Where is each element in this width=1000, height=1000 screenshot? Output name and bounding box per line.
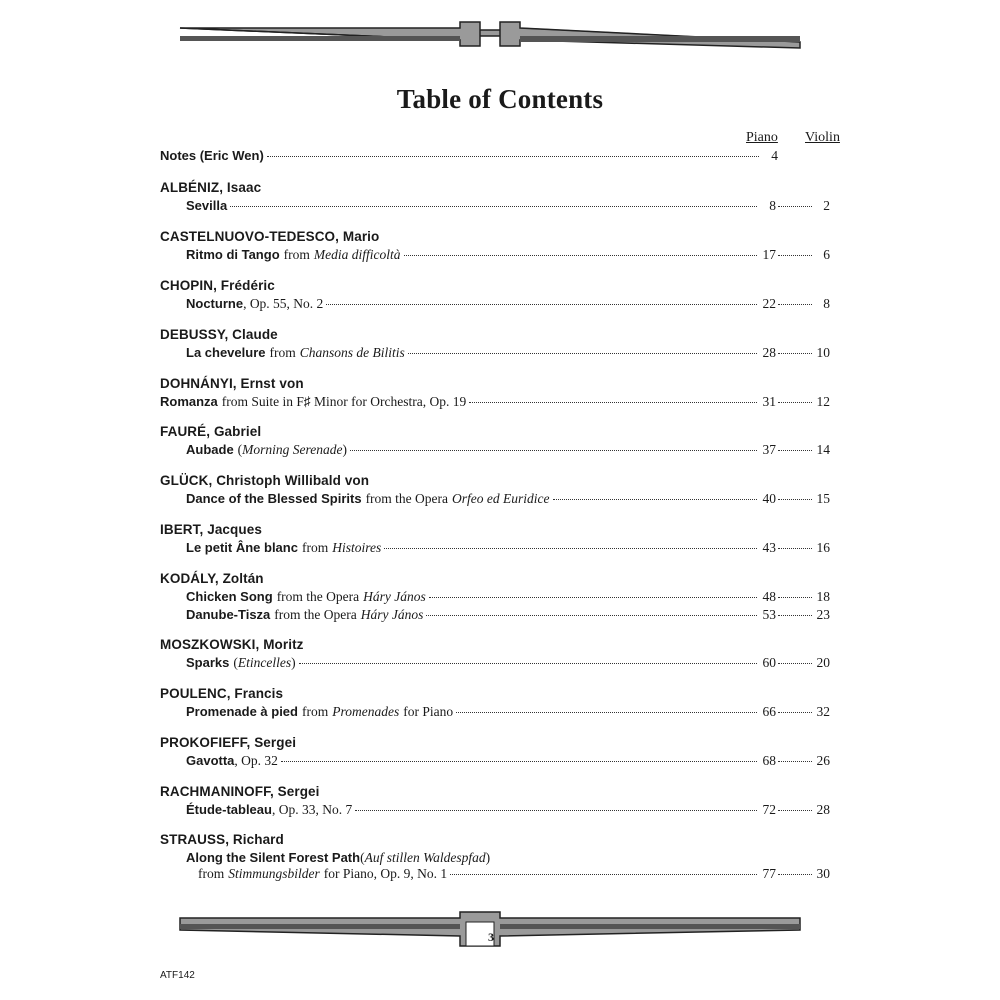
violin-page: 12 — [816, 394, 830, 409]
dot-separator — [778, 615, 812, 616]
entry-title: Gavotta — [186, 753, 235, 768]
piano-page: 48 — [762, 589, 776, 604]
piano-page: 66 — [762, 704, 776, 719]
entry-title: Chicken Song — [186, 589, 273, 604]
entry-text: from — [301, 704, 329, 719]
top-ornament-rule — [170, 16, 810, 56]
entry-source: Háry János — [360, 607, 424, 622]
dot-separator — [778, 255, 812, 256]
toc-entry[interactable] — [186, 802, 830, 819]
entry-title: Dance of the Blessed Spirits — [186, 491, 362, 506]
dot-leader — [281, 761, 757, 762]
dot-separator — [778, 874, 812, 875]
entry-text: from the Opera — [365, 491, 449, 506]
piano-page: 4 — [771, 148, 778, 163]
composer-name: CASTELNUOVO-TEDESCO, Mario — [160, 229, 380, 244]
entry-text: , Op. 32 — [234, 753, 278, 768]
composer-name: PROKOFIEFF, Sergei — [160, 735, 297, 750]
dot-separator — [778, 712, 812, 713]
page-numbers — [760, 345, 830, 361]
composer-name: POULENC, Francis — [160, 686, 284, 701]
toc-entry[interactable] — [186, 491, 830, 508]
violin-page: 16 — [816, 540, 830, 555]
piano-page: 40 — [762, 491, 776, 506]
entry-title: Ritmo di Tango — [186, 247, 280, 262]
violin-page: 10 — [816, 345, 830, 360]
piano-page: 43 — [762, 540, 776, 555]
violin-page: 2 — [823, 198, 830, 213]
entry-source: Orfeo ed Euridice — [452, 491, 550, 506]
entry-source: Morning Serenade — [242, 442, 343, 457]
toc-entry[interactable] — [186, 345, 830, 362]
page-numbers — [760, 589, 830, 605]
toc-entry[interactable] — [186, 704, 830, 721]
toc-entry[interactable] — [186, 442, 830, 459]
piano-page: 72 — [762, 802, 776, 817]
dot-leader — [456, 712, 757, 713]
violin-page: 23 — [816, 607, 830, 622]
piano-page: 31 — [762, 394, 776, 409]
composer-name: KODÁLY, Zoltán — [160, 571, 264, 586]
entry-title: La chevelure — [186, 345, 266, 360]
composer-name: RACHMANINOFF, Sergei — [160, 784, 320, 799]
entry-source: Etincelles — [237, 655, 292, 670]
entry-text: from — [301, 540, 329, 555]
piano-page: 60 — [762, 655, 776, 670]
violin-page: 18 — [816, 589, 830, 604]
dot-leader — [426, 615, 757, 616]
entry-title: Étude-tableau — [186, 802, 272, 817]
dot-leader — [299, 663, 757, 664]
violin-page: 26 — [816, 753, 830, 768]
entry-source: Auf stillen Waldespfad — [364, 850, 486, 865]
piano-page: 37 — [762, 442, 776, 457]
violin-page: 20 — [816, 655, 830, 670]
entry-after: ) — [342, 442, 348, 457]
entry-prefix: from — [198, 866, 225, 881]
dot-separator — [778, 761, 812, 762]
entry-title: Danube-Tisza — [186, 607, 271, 622]
violin-page: 6 — [823, 247, 830, 262]
page-numbers — [760, 802, 830, 818]
toc-entry[interactable] — [186, 655, 830, 672]
dot-separator — [778, 304, 812, 305]
piano-page: 28 — [762, 345, 776, 360]
dot-leader — [408, 353, 757, 354]
entry-text: ( — [233, 655, 238, 670]
entry-source: Chansons de Bilitis — [299, 345, 405, 360]
page-numbers — [760, 866, 830, 882]
entry-source: Háry János — [363, 589, 426, 604]
entry-after: ) — [485, 850, 491, 865]
composer-name: MOSZKOWSKI, Moritz — [160, 637, 304, 652]
entry-after: for Piano, Op. 9, No. 1 — [323, 866, 448, 881]
entry-title: Notes (Eric Wen) — [160, 148, 264, 163]
page-numbers — [760, 394, 830, 410]
entry-source: Media difficoltà — [313, 247, 401, 262]
entry-title: Promenade à pied — [186, 704, 298, 719]
dot-leader — [267, 156, 759, 157]
piano-page: 17 — [762, 247, 776, 262]
piano-page: 22 — [762, 296, 776, 311]
dot-leader — [355, 810, 757, 811]
toc-entry-strauss-continued[interactable] — [198, 866, 830, 883]
column-header-piano: Piano — [746, 130, 778, 145]
toc-entry[interactable] — [186, 589, 830, 606]
toc-entry[interactable] — [186, 540, 830, 557]
violin-page: 32 — [816, 704, 830, 719]
dot-separator — [778, 499, 812, 500]
entry-text: from the Opera — [274, 607, 357, 622]
dot-separator — [778, 353, 812, 354]
page-numbers — [760, 704, 830, 720]
entry-title: Romanza — [160, 394, 218, 409]
page-numbers — [760, 296, 830, 312]
entry-title: Sevilla — [186, 198, 228, 213]
dot-leader — [350, 450, 757, 451]
entry-text: ( — [237, 442, 243, 457]
dot-leader — [469, 402, 757, 403]
toc-entry[interactable] — [186, 247, 830, 264]
entry-text: , Op. 55, No. 2 — [243, 296, 324, 311]
entry-title: Aubade — [186, 442, 234, 457]
entry-after: for Piano — [403, 704, 454, 719]
piano-page: 8 — [769, 198, 776, 213]
entry-text: ( — [360, 850, 365, 865]
dot-leader — [384, 548, 757, 549]
entry-title: Sparks — [186, 655, 230, 670]
toc-entry[interactable] — [160, 394, 830, 411]
toc-entry[interactable] — [186, 753, 830, 770]
dot-separator — [778, 206, 812, 207]
piano-page: 68 — [762, 753, 776, 768]
composer-name: GLÜCK, Christoph Willibald von — [160, 473, 370, 488]
dot-separator — [778, 548, 812, 549]
dot-leader — [450, 874, 757, 875]
entry-title: Nocturne — [186, 296, 244, 311]
page-numbers — [760, 247, 830, 263]
violin-page: 28 — [816, 802, 830, 817]
dot-leader — [230, 206, 757, 207]
page-numbers — [760, 540, 830, 556]
entry-source: Histoires — [332, 540, 382, 555]
piano-page: 53 — [762, 607, 776, 622]
entry-title: Along the Silent Forest Path — [186, 850, 361, 865]
page-numbers — [760, 491, 830, 507]
page-numbers — [762, 148, 830, 164]
toc-entry[interactable] — [186, 607, 830, 624]
page-numbers — [760, 655, 830, 671]
entry-after: ) — [291, 655, 296, 670]
composer-name: STRAUSS, Richard — [160, 832, 284, 847]
composer-name: ALBÉNIZ, Isaac — [160, 180, 262, 195]
entry-source: Promenades — [332, 704, 400, 719]
page-numbers — [760, 753, 830, 769]
entry-text: , Op. 33, No. 7 — [271, 802, 353, 817]
piano-page: 77 — [762, 866, 776, 881]
entry-text: from Suite in F♯ Minor for Orchestra, Op. 19 — [221, 394, 467, 409]
violin-page: 15 — [816, 491, 830, 506]
page-numbers — [760, 442, 830, 458]
page-numbers — [760, 198, 830, 214]
dot-leader — [404, 255, 757, 256]
toc-entry[interactable] — [186, 850, 490, 866]
composer-name: DEBUSSY, Claude — [160, 327, 278, 342]
entry-text: from — [283, 247, 310, 262]
page-number: 3 — [488, 930, 494, 944]
composer-name: DOHNÁNYI, Ernst von — [160, 376, 304, 391]
composer-name: CHOPIN, Frédéric — [160, 278, 275, 293]
entry-text: from the Opera — [276, 589, 360, 604]
toc-entry[interactable] — [186, 198, 830, 215]
dot-leader — [326, 304, 757, 305]
violin-page: 30 — [816, 866, 830, 881]
dot-separator — [778, 810, 812, 811]
entry-title: Le petit Âne blanc — [186, 540, 298, 555]
dot-separator — [778, 663, 812, 664]
entry-source: Stimmungsbilder — [228, 866, 320, 881]
entry-text: from — [269, 345, 296, 360]
page-numbers — [760, 607, 830, 623]
toc-entry-notes[interactable] — [160, 148, 830, 165]
toc-entry[interactable] — [186, 296, 830, 313]
composer-name: IBERT, Jacques — [160, 522, 262, 537]
dot-leader — [429, 597, 757, 598]
composer-name: FAURÉ, Gabriel — [160, 424, 262, 439]
dot-separator — [778, 597, 812, 598]
dot-leader — [553, 499, 757, 500]
page-title: Table of Contents — [396, 84, 604, 114]
column-header-violin: Violin — [805, 130, 840, 145]
dot-separator — [778, 450, 812, 451]
violin-page: 14 — [816, 442, 830, 457]
catalog-code: ATF142 — [160, 970, 195, 981]
dot-separator — [778, 402, 812, 403]
violin-page: 8 — [823, 296, 830, 311]
